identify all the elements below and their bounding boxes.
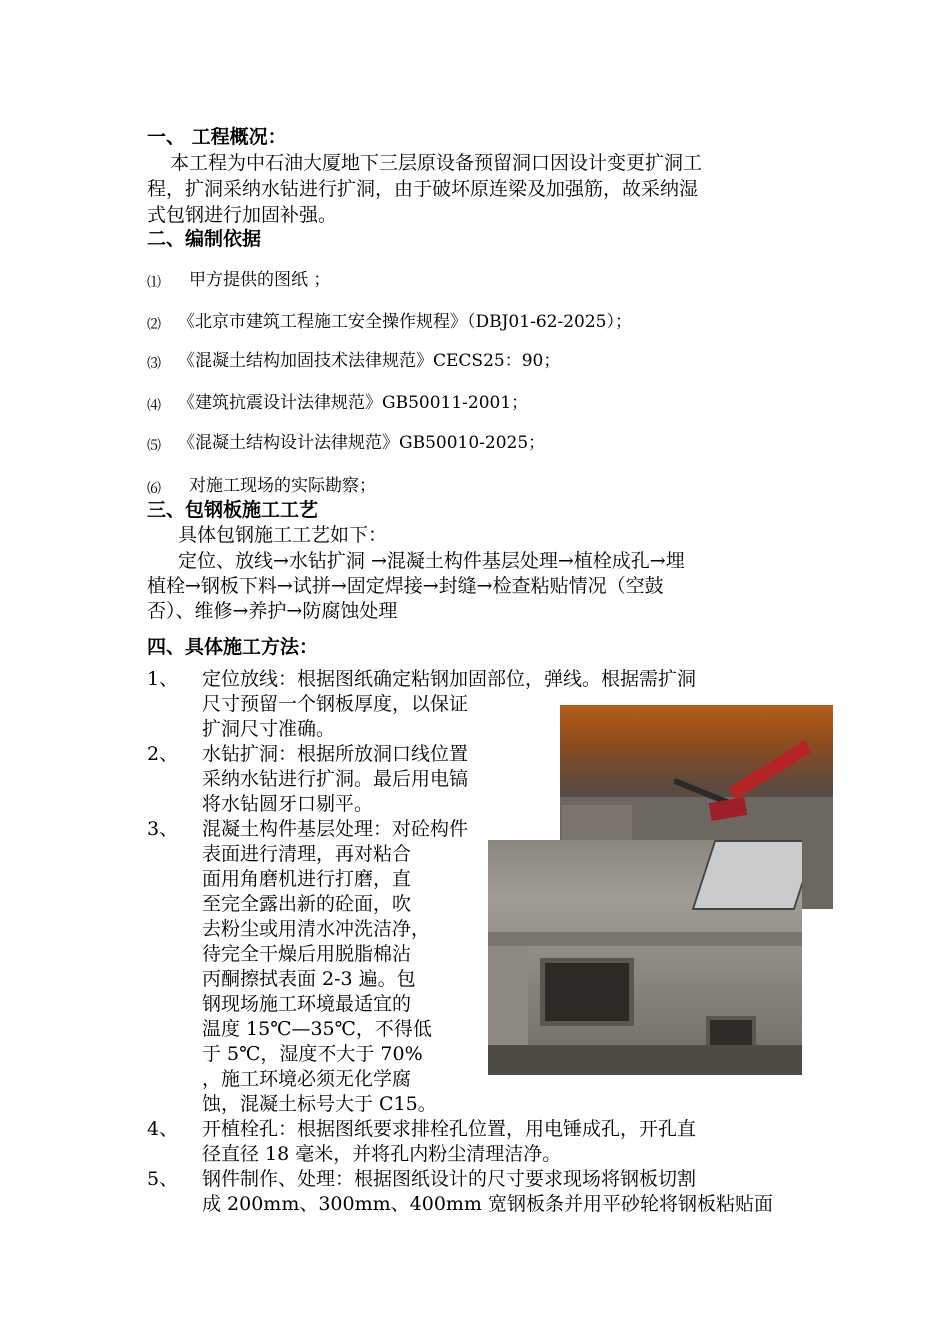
basis-item-4-text: 《建筑抗震设计法律规范》GB50011-2001； xyxy=(178,393,529,413)
method-item-3-line-12: 蚀，混凝土标号大于 C15。 xyxy=(202,1093,437,1115)
basis-item-2-number: ⑵ xyxy=(147,317,161,333)
basis-item-5-number: ⑸ xyxy=(147,438,161,454)
section-4-title: 四、具体施工方法： xyxy=(147,636,319,658)
method-item-3-number: 3、 xyxy=(147,818,179,840)
method-item-1-line-1: 定位放线：根据图纸确定粘钢加固部位，弹线。根据需扩洞 xyxy=(202,668,697,690)
method-item-2-line-3: 将水钻圆牙口剔平。 xyxy=(202,793,374,815)
method-item-3-line-6: 待完全干燥后用脱脂棉沾 xyxy=(202,943,412,965)
section-3-line-1: 具体包钢施工工艺如下： xyxy=(178,524,388,546)
section-3-line-2: 定位、放线→水钻扩洞 →混凝土构件基层处理→植栓成孔→埋 xyxy=(178,550,685,572)
method-item-2-number: 2、 xyxy=(147,743,179,765)
basis-item-1-number: ⑴ xyxy=(147,275,161,291)
method-item-5-line-1: 钢件制作、处理：根据图纸设计的尺寸要求现场将钢板切割 xyxy=(202,1168,697,1190)
method-item-1-number: 1、 xyxy=(147,668,179,690)
basis-item-6-number: ⑹ xyxy=(147,481,161,497)
method-item-1-line-2: 尺寸预留一个钢板厚度，以保证 xyxy=(202,693,469,715)
method-item-3-line-11: ，施工环境必须无化学腐 xyxy=(202,1068,412,1090)
basis-item-3-text: 《混凝土结构加固技术法律规范》CECS25：90； xyxy=(178,351,561,371)
basis-item-3-number: ⑶ xyxy=(147,356,161,372)
method-item-2-line-1: 水钻扩洞：根据所放洞口线位置 xyxy=(202,743,469,765)
method-item-3-line-7: 丙酮擦拭表面 2-3 遍。包 xyxy=(202,968,416,990)
section-1-line-1: 本工程为中石油大厦地下三层原设备预留洞口因设计变更扩洞工 xyxy=(170,152,703,174)
basis-item-1-text: 甲方提供的图纸 ； xyxy=(189,270,331,290)
expanded-openings-photo xyxy=(488,840,802,1075)
section-1-line-3: 式包钢进行加固补强。 xyxy=(147,204,338,226)
method-item-3-line-3: 面用角磨机进行打磨，直 xyxy=(202,868,412,890)
basis-item-2-text: 《北京市建筑工程施工安全操作规程》（DBJ01-62-2025）； xyxy=(178,312,632,332)
basis-item-4-number: ⑷ xyxy=(147,398,161,414)
method-item-4-number: 4、 xyxy=(147,1118,179,1140)
basis-item-6-text: 对施工现场的实际勘察； xyxy=(189,476,376,496)
method-item-4-line-2: 径直径 18 毫米，并将孔内粉尘清理洁净。 xyxy=(202,1143,562,1165)
section-2-title: 二、编制依据 xyxy=(147,228,262,250)
section-3-line-4: 否）、维修→养护→防腐蚀处理 xyxy=(147,600,398,622)
method-item-3-line-8: 钢现场施工环境最适宜的 xyxy=(202,993,412,1015)
method-item-3-line-10: 于 5℃，湿度不大于 70% xyxy=(202,1043,423,1065)
method-item-5-number: 5、 xyxy=(147,1168,179,1190)
section-3-line-3: 植栓→钢板下料→试拼→固定焊接→封缝→检查粘贴情况（空鼓 xyxy=(147,575,664,597)
section-3-title: 三、包钢板施工工艺 xyxy=(147,499,319,521)
method-item-2-line-2: 采纳水钻进行扩洞。最后用电镐 xyxy=(202,768,469,790)
method-item-4-line-1: 开植栓孔：根据图纸要求排栓孔位置，用电锤成孔，开孔直 xyxy=(202,1118,697,1140)
section-1-title: 一、 工程概况： xyxy=(147,126,287,148)
method-item-3-line-9: 温度 15℃—35℃，不得低 xyxy=(202,1018,432,1040)
method-item-3-line-2: 表面进行清理，再对粘合 xyxy=(202,843,412,865)
method-item-3-line-5: 去粉尘或用清水冲洗洁净， xyxy=(202,918,431,940)
basis-item-5-text: 《混凝土结构设计法律规范》GB50010-2025； xyxy=(178,433,546,453)
section-1-line-2: 程，扩洞采纳水钻进行扩洞，由于破坏原连梁及加强筋，故采纳湿 xyxy=(147,178,699,200)
method-item-3-line-4: 至完全露出新的砼面，吹 xyxy=(202,893,412,915)
method-item-1-line-3: 扩洞尺寸准确。 xyxy=(202,718,336,740)
method-item-3-line-1: 混凝土构件基层处理：对砼构件 xyxy=(202,818,469,840)
method-item-5-line-2: 成 200mm、300mm、400mm 宽钢板条并用平砂轮将钢板粘贴面 xyxy=(202,1193,773,1215)
